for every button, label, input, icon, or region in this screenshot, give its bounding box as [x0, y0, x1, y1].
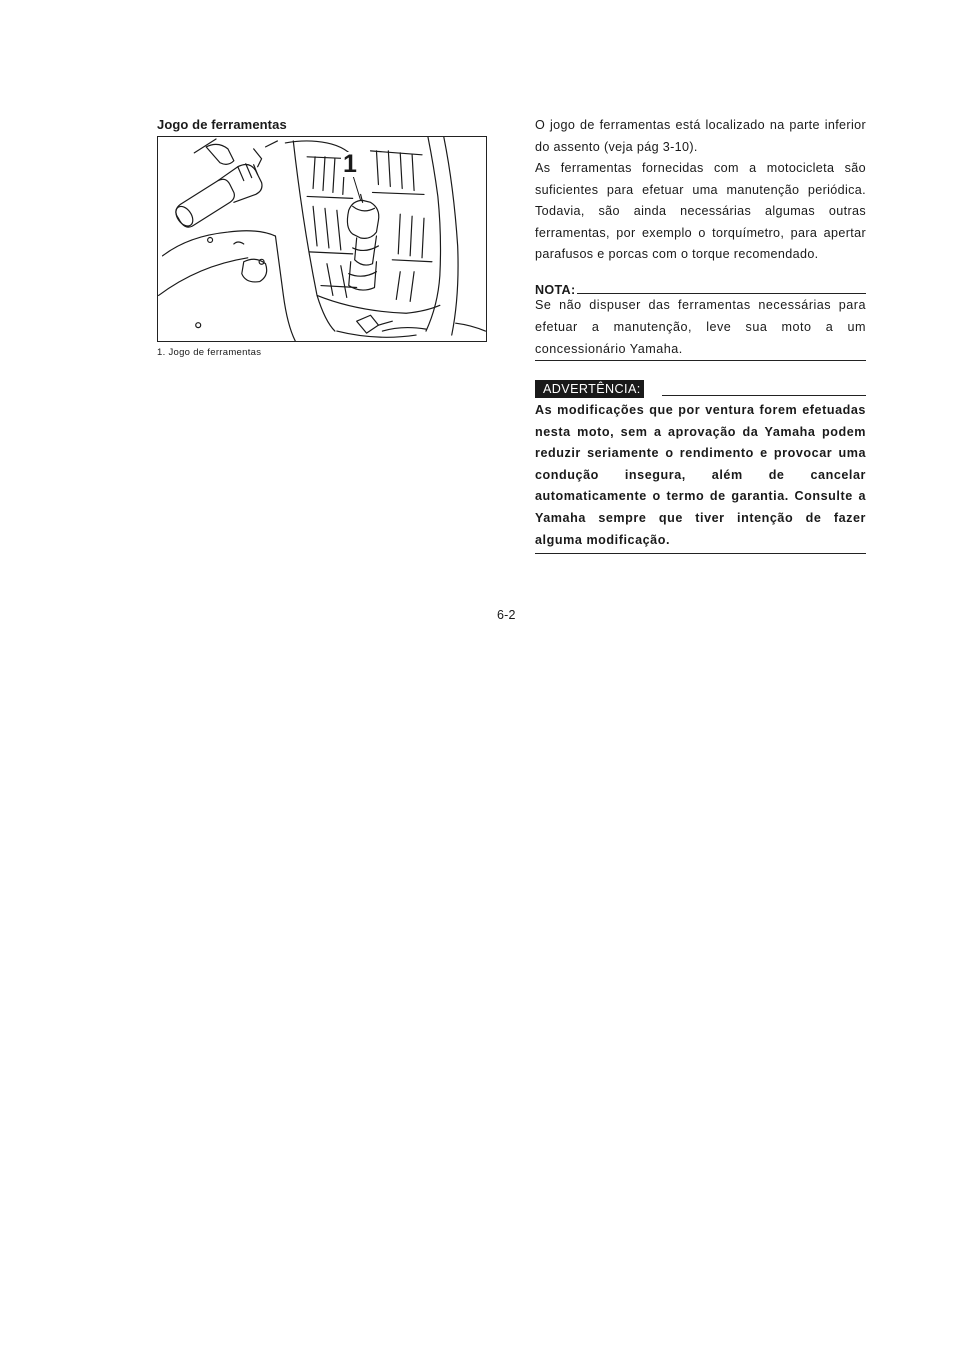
note-label: NOTA: — [535, 283, 576, 297]
paragraph-tool-sufficiency: As ferramentas fornecidas com a motocicleta são suficientes para efetuar uma manutenção periódica. Todavia, são ainda necessárias algumas outras ferramentas, por exemplo o torquímetro, para apertar parafusos e porcas com o torque recomendado. — [535, 161, 866, 261]
page-number: 6-2 — [497, 608, 516, 622]
note-top-rule — [577, 293, 866, 294]
body-text — [535, 115, 866, 266]
warning-text: As modificações que por ventura forem efetuadas nesta moto, sem a aprovação da Yamaha podem reduzir seriamente o rendimento e provocar uma condução insegura, além de cancelar automaticamente o termo de garantia. Consulte a Yamaha sempre que tiver intenção de fazer alguma modificação. — [535, 400, 866, 554]
warning-top-rule — [662, 395, 866, 396]
lower-parts-drawing — [357, 315, 486, 333]
paragraph-tool-location: O jogo de ferramentas está localizado na parte inferior do assento (veja pág 3-10). — [535, 118, 866, 154]
note-text: Se não dispuser das ferramentas necessárias para efetuar a manutenção, leve sua moto a um concessionário Yamaha. — [535, 295, 866, 361]
figure-caption: 1. Jogo de ferramentas — [157, 347, 262, 358]
fairing-drawing — [159, 231, 296, 341]
warning-header — [535, 379, 866, 399]
section-heading: Jogo de ferramentas — [157, 117, 287, 132]
handlebar-grip-drawing — [172, 139, 277, 229]
warning-badge: ADVERTÊNCIA: — [535, 380, 644, 398]
toolkit-illustration — [157, 136, 487, 342]
figure-callout-number: 1 — [343, 150, 357, 178]
note-header — [535, 277, 866, 297]
